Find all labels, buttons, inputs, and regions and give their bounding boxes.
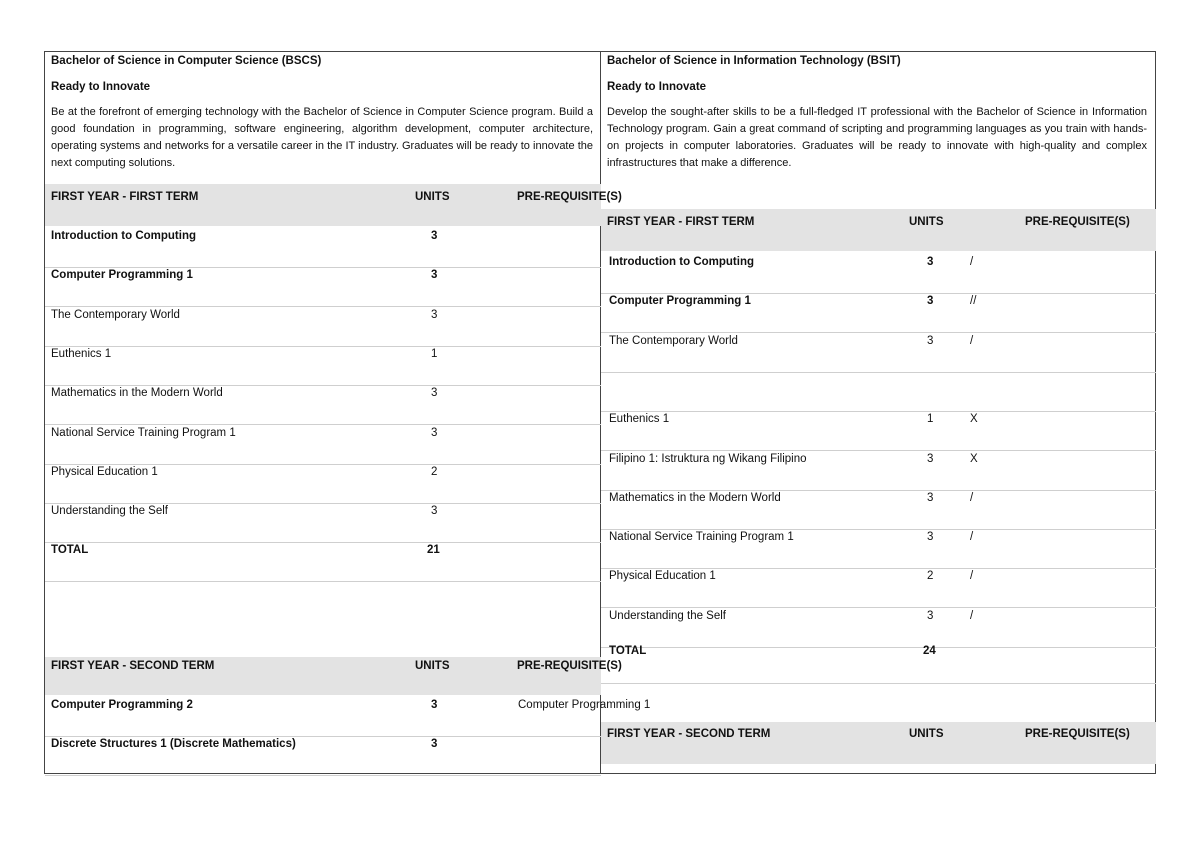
- bscs-prereq-header: PRE-REQUISITE(S): [517, 191, 622, 203]
- course-name: Physical Education 1: [609, 570, 716, 583]
- total-label: TOTAL: [51, 544, 89, 557]
- course-prereq: Computer Programming 1: [518, 699, 651, 711]
- course-units: 3: [927, 531, 934, 544]
- course-name: Understanding the Self: [51, 505, 168, 518]
- total-units: 21: [427, 544, 440, 557]
- prereq-mark: /: [970, 609, 974, 622]
- row-separator: [601, 568, 1156, 569]
- course-name: Introduction to Computing: [609, 256, 754, 268]
- bscs-second-units-header: UNITS: [415, 660, 450, 672]
- course-name: Computer Programming 2: [51, 699, 193, 711]
- row-separator: [601, 529, 1156, 530]
- course-name: Mathematics in the Modern World: [51, 387, 223, 400]
- row-separator: [601, 372, 1156, 373]
- prereq-mark: /: [970, 531, 974, 544]
- course-units: 1: [431, 347, 438, 360]
- row-separator: [45, 346, 601, 347]
- course-name: Computer Programming 1: [51, 269, 193, 282]
- row-separator: [45, 736, 601, 737]
- course-units: 3: [927, 295, 934, 308]
- row-separator: [45, 542, 601, 543]
- course-name: National Service Training Program 1: [51, 426, 236, 439]
- total-label: TOTAL: [609, 645, 647, 657]
- row-separator: [45, 775, 601, 776]
- bscs-first-term-header: FIRST YEAR - FIRST TERM: [51, 191, 199, 203]
- bscs-title: Bachelor of Science in Computer Science (BSCS): [51, 55, 322, 67]
- bsit-prereq-header: PRE-REQUISITE(S): [1025, 216, 1130, 228]
- bsit-title: Bachelor of Science in Information Technology (BSIT): [607, 55, 901, 67]
- bscs-description: Be at the forefront of emerging technology with the Bachelor of Science in Computer Science program. Build a good foundation in programming, software engineering, algorithm development, computer architecture, operating systems and networks for a versatile career in the IT industry. Graduates will be ready to innovate the next computing solutions.: [51, 106, 593, 169]
- course-units: 3: [927, 452, 934, 465]
- course-units: 2: [927, 570, 934, 583]
- prereq-mark: X: [970, 452, 978, 465]
- row-separator: [45, 581, 601, 582]
- prereq-mark: /: [970, 491, 974, 504]
- course-units: 3: [431, 308, 438, 321]
- course-units: 3: [927, 256, 934, 268]
- bsit-second-term-header: FIRST YEAR - SECOND TERM: [607, 728, 771, 740]
- bsit-description: Develop the sought-after skills to be a full-fledged IT professional with the Bachelor of Science in Information Technology program. Gain a great command of scripting and programming languages as you train with hands-on projects in computer laboratories. Graduates will be ready to innovate with high-quality and complex infrastructures that make a difference.: [607, 106, 1147, 169]
- course-units: 3: [431, 387, 438, 400]
- row-separator: [45, 267, 601, 268]
- course-units: 3: [431, 269, 438, 282]
- bsit-tagline: Ready to Innovate: [607, 81, 707, 93]
- course-name: Introduction to Computing: [51, 230, 196, 242]
- prereq-mark: /: [970, 256, 974, 268]
- row-separator: [601, 607, 1156, 608]
- course-units: 3: [431, 426, 438, 439]
- course-name: The Contemporary World: [609, 334, 738, 347]
- bscs-second-term-header: FIRST YEAR - SECOND TERM: [51, 660, 215, 672]
- bsit-units-header: UNITS: [909, 216, 944, 228]
- course-units: 3: [927, 609, 934, 622]
- row-separator: [601, 647, 1156, 648]
- row-separator: [601, 683, 1156, 684]
- prereq-mark: /: [970, 570, 974, 583]
- course-name: Discrete Structures 1 (Discrete Mathematics): [51, 738, 296, 751]
- course-name: National Service Training Program 1: [609, 531, 794, 544]
- prereq-mark: /: [970, 334, 974, 347]
- row-separator: [601, 293, 1156, 294]
- course-name: The Contemporary World: [51, 308, 180, 321]
- bscs-second-prereq-header: PRE-REQUISITE(S): [517, 660, 622, 672]
- course-name: Euthenics 1: [609, 413, 670, 426]
- row-separator: [45, 464, 601, 465]
- prereq-mark: X: [970, 413, 978, 426]
- course-name: Mathematics in the Modern World: [609, 491, 781, 504]
- course-units: 3: [431, 738, 438, 751]
- row-separator: [45, 424, 601, 425]
- course-name: Physical Education 1: [51, 465, 158, 478]
- course-units: 3: [431, 699, 438, 711]
- row-separator: [45, 385, 601, 386]
- row-separator: [45, 306, 601, 307]
- bsit-second-units-header: UNITS: [909, 728, 944, 740]
- row-separator: [601, 450, 1156, 451]
- course-units: 3: [431, 505, 438, 518]
- course-name: Computer Programming 1: [609, 295, 751, 308]
- total-units: 24: [923, 645, 936, 657]
- bsit-first-term-header: FIRST YEAR - FIRST TERM: [607, 216, 755, 228]
- course-name: Understanding the Self: [609, 609, 726, 622]
- course-name: Euthenics 1: [51, 347, 112, 360]
- course-units: 1: [927, 413, 934, 426]
- prereq-mark: //: [970, 295, 977, 308]
- course-units: 3: [927, 491, 934, 504]
- course-units: 3: [927, 334, 934, 347]
- bscs-units-header: UNITS: [415, 191, 450, 203]
- bscs-tagline: Ready to Innovate: [51, 81, 151, 93]
- row-separator: [601, 332, 1156, 333]
- row-separator: [45, 503, 601, 504]
- course-units: 3: [431, 230, 438, 242]
- course-units: 2: [431, 465, 438, 478]
- bsit-second-prereq-header: PRE-REQUISITE(S): [1025, 728, 1130, 740]
- row-separator: [601, 490, 1156, 491]
- row-separator: [601, 411, 1156, 412]
- course-name: Filipino 1: Istruktura ng Wikang Filipino: [609, 452, 807, 465]
